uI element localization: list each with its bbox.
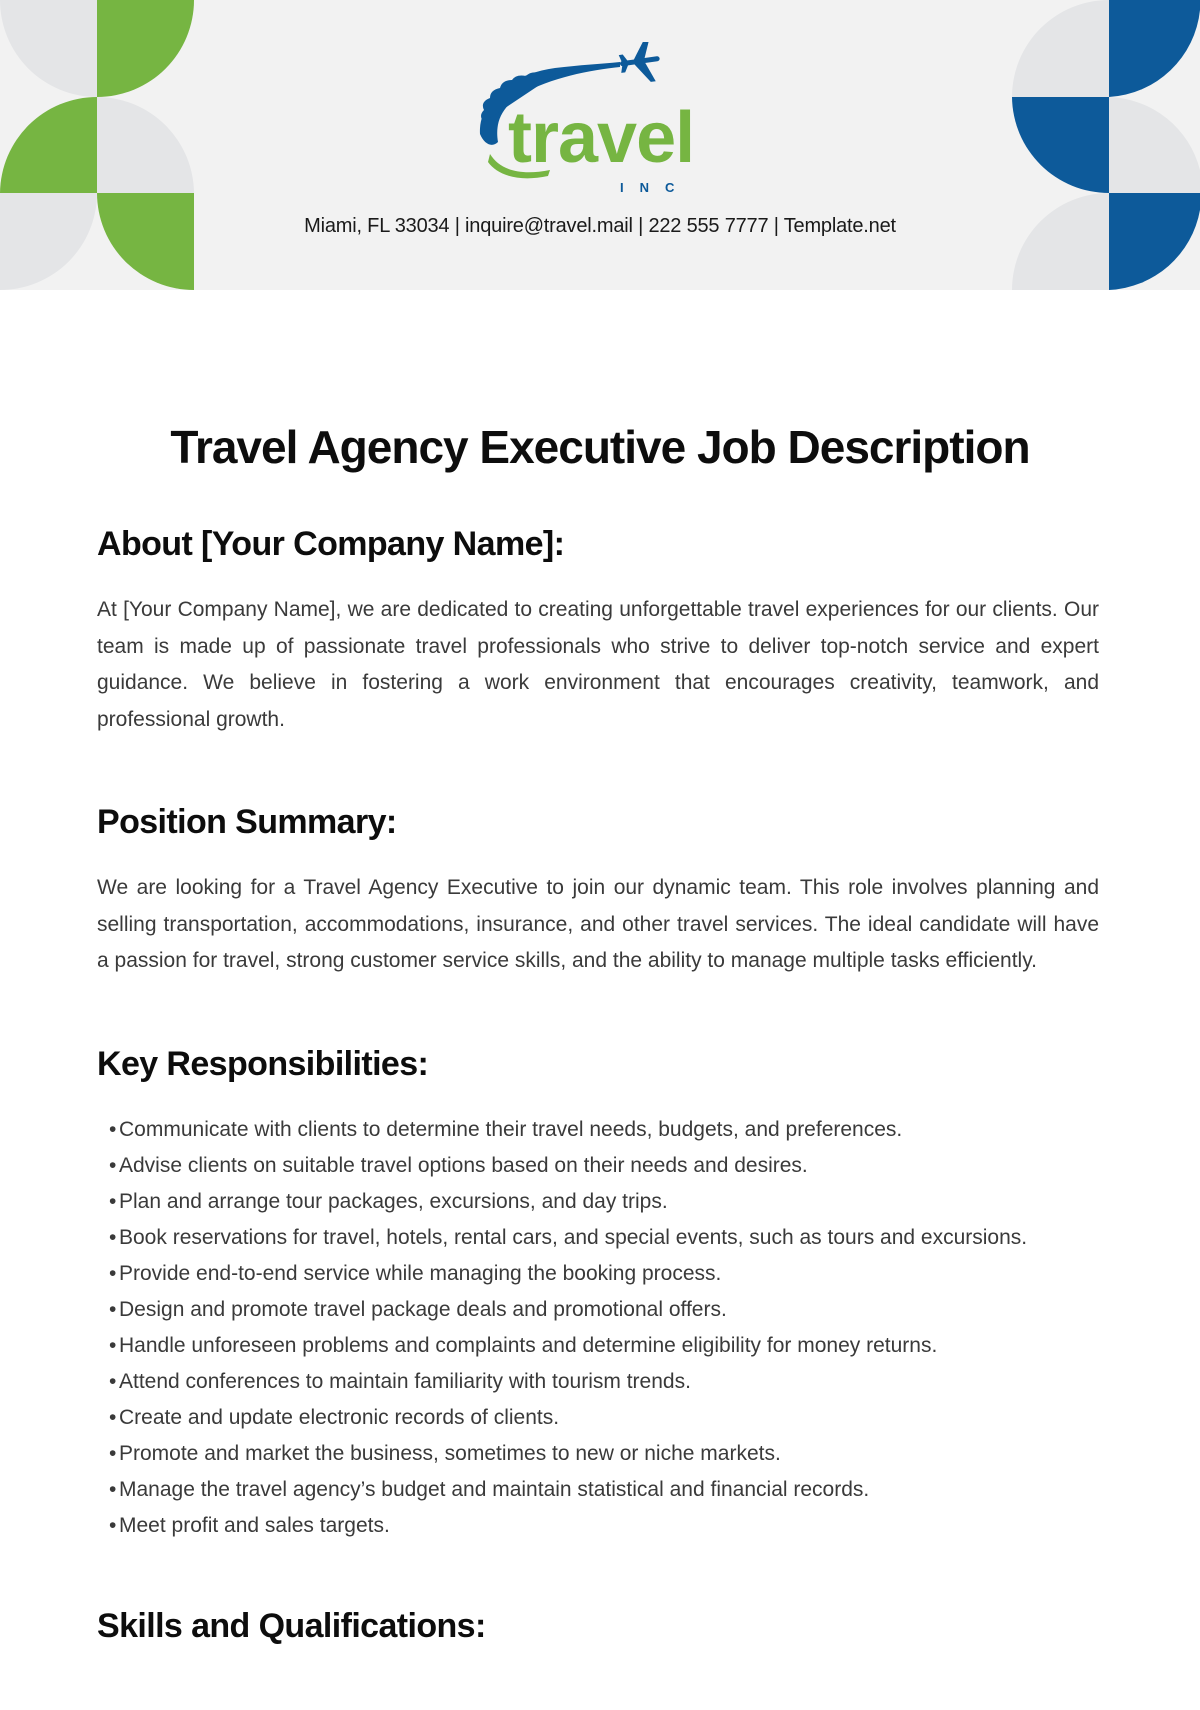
list-item: • Attend conferences to maintain familiarity with tourism trends. [109,1364,1099,1400]
bullet-icon: • [109,1261,117,1285]
section-heading: Position Summary: [97,803,397,841]
travel-inc-logo [470,42,740,202]
list-item: • Handle unforeseen problems and complaints and determine eligibility for money returns. [109,1328,1099,1364]
list-item: • Meet profit and sales targets. [109,1508,1099,1544]
section-heading: Skills and Qualifications: [97,1606,486,1645]
bullet-icon: • [109,1441,117,1465]
airplane-icon [617,42,663,86]
decorative-pattern-right [1004,0,1200,290]
svg-text:INC: INC [620,180,691,195]
decorative-pattern-left [0,0,196,290]
section-key-responsibilities [97,1040,1099,1544]
svg-text:travel: travel [508,98,695,178]
bullet-icon: • [109,1117,117,1141]
contact-line: Miami, FL 33034 | inquire@travel.mail | 222 555 7777 | Template.net [304,215,896,237]
bullet-icon: • [109,1297,117,1321]
letterhead [0,0,1200,290]
section-heading: About [Your Company Name]: [97,525,565,563]
bullet-icon: • [109,1369,117,1393]
bullet-icon: • [109,1333,117,1357]
section-paragraph: At [Your Company Name], we are dedicated to creating unforgettable travel experiences for our clients. Our team is made up of passionate travel professionals who strive to deliver top-notch service and expert guidance. We believe in fostering a work environment that encourages creativity, teamwork, and professional growth. [97,598,1099,731]
section-paragraph: We are looking for a Travel Agency Executive to join our dynamic team. This role involves planning and selling transportation, accommodations, insurance, and other travel services. The ideal candidate will have a passion for travel, strong customer service skills, and the ability to manage multiple tasks efficiently. [97,876,1099,972]
list-item: • Create and update electronic records of clients. [109,1400,1099,1436]
section-skills-qualifications [97,1602,1099,1650]
section-heading: Key Responsibilities: [97,1044,429,1083]
list-item: • Provide end-to-end service while managing the booking process. [109,1256,1099,1292]
list-item: • Manage the travel agency’s budget and maintain statistical and financial records. [109,1472,1099,1508]
bullet-icon: • [109,1225,117,1249]
bullet-icon: • [109,1405,117,1429]
document-title: Travel Agency Executive Job Description [170,421,1030,473]
list-item: • Book reservations for travel, hotels, rental cars, and special events, such as tours and excursions. [109,1220,1099,1256]
bullet-icon: • [109,1513,117,1537]
bullet-icon: • [109,1153,117,1177]
document-body [97,520,1099,1710]
section-about [97,520,1099,738]
list-item: • Plan and arrange tour packages, excursions, and day trips. [109,1184,1099,1220]
section-position-summary [97,798,1099,980]
list-item: • Promote and market the business, sometimes to new or niche markets. [109,1436,1099,1472]
bullet-icon: • [109,1477,117,1501]
responsibilities-list [97,1112,1099,1544]
list-item: • Design and promote travel package deals and promotional offers. [109,1292,1099,1328]
bullet-icon: • [109,1189,117,1213]
list-item: • Communicate with clients to determine their travel needs, budgets, and preferences. [109,1112,1099,1148]
list-item: • Advise clients on suitable travel options based on their needs and desires. [109,1148,1099,1184]
